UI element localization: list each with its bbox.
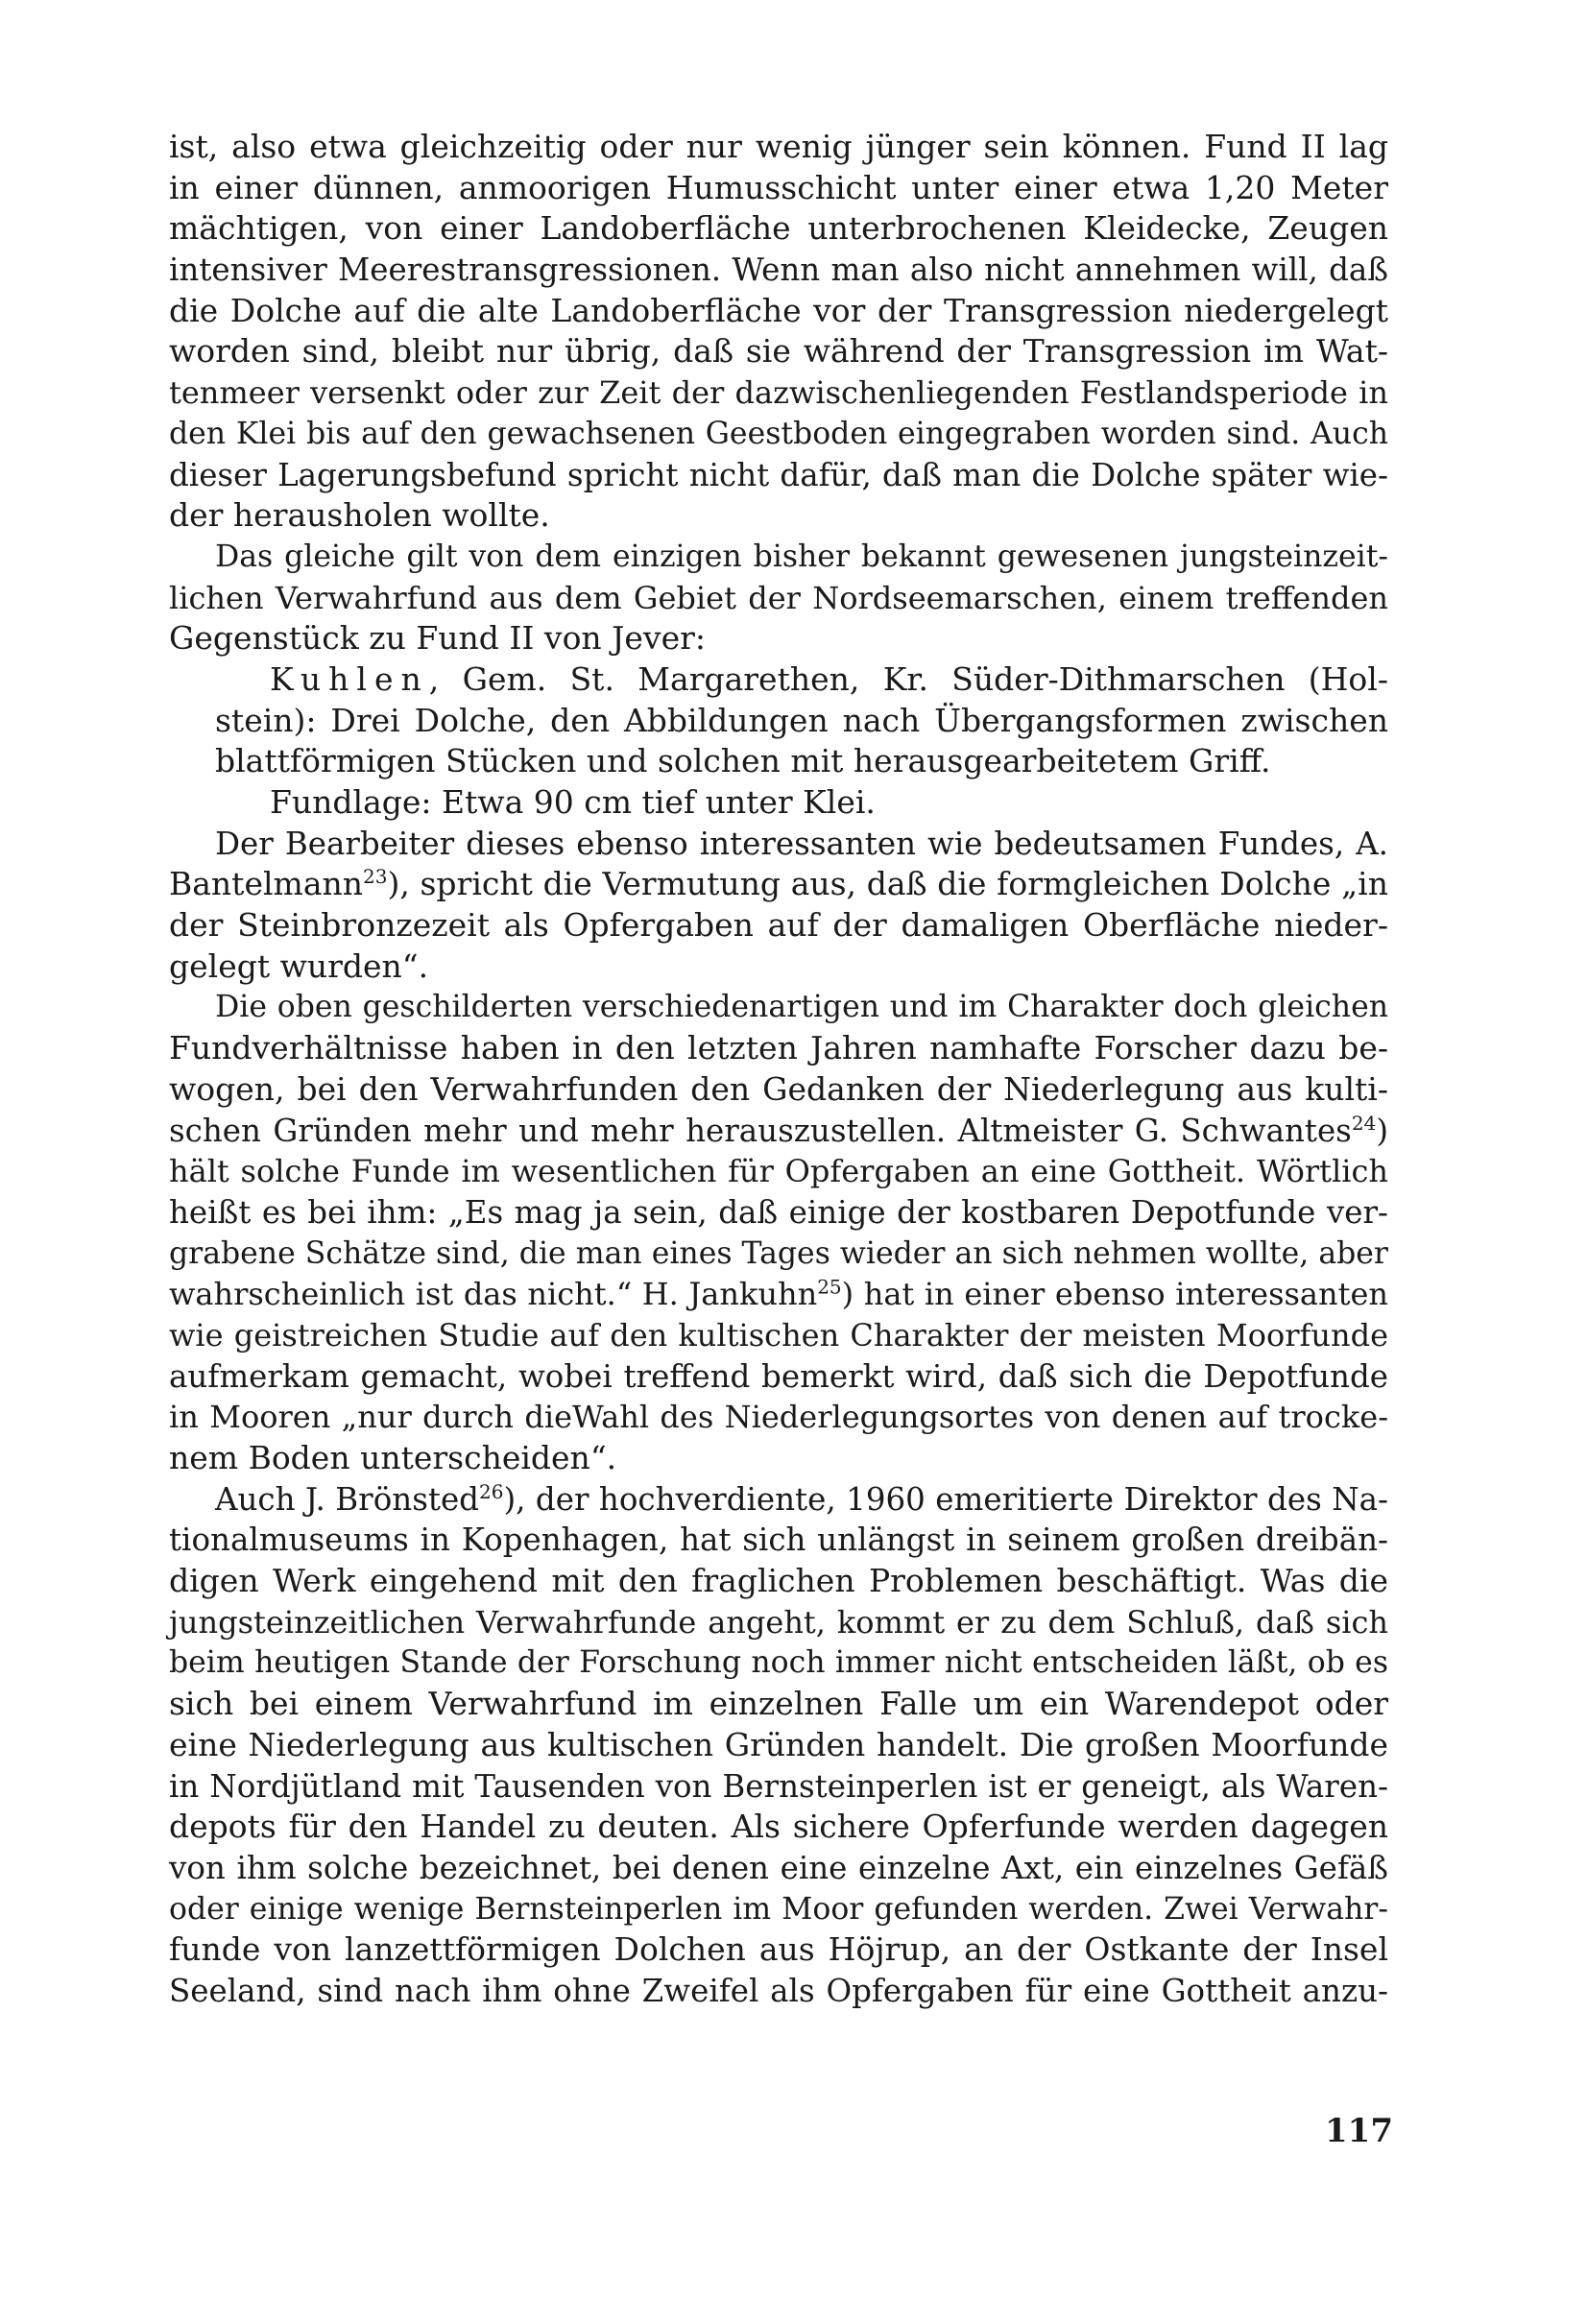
line-text: Seeland, sind nach ihm ohne Zweifel als Opfergaben für eine Gottheit anzu- [169,1972,1388,2009]
text-line [169,864,1388,905]
text-line [169,1151,1388,1192]
line-text: Fundverhältnisse haben in den letzten Jahren namhafte Forscher dazu be- [169,1029,1388,1067]
line-text: in Nordjütland mit Tausenden von Bernsteinperlen ist er geneigt, als Waren- [169,1767,1388,1805]
line-text: digen Werk eingehend mit den fraglichen Problemen beschäftigt. Was die [169,1562,1388,1600]
page-number: 117 [1325,2112,1393,2150]
text-line [169,1848,1388,1889]
text-line [169,1642,1388,1684]
line-text: beim heutigen Stande der Forschung noch immer nicht entscheiden läßt, ob es [169,1645,1388,1681]
line-text: grabene Schätze sind, die man eines Tages wieder an sich nehmen wollte, aber [169,1235,1388,1271]
text-line [169,1520,1388,1561]
text-line [169,741,1388,782]
line-text: hält solche Funde im wesentlichen für Opfergaben an eine Gottheit. Wörtlich [169,1153,1388,1190]
line-text-continued: ), spricht die Vermutung aus, daß die formgleichen Dolche „in [387,865,1388,903]
line-text: von ihm solche bezeichnet, bei denen eine einzelne Axt, ein einzelnes Gefäß [169,1849,1388,1886]
text-line [169,1234,1388,1275]
line-text: Gegenstück zu Fund II von Jever: [169,619,707,658]
text-line [169,455,1388,496]
text-line [169,127,1388,168]
text-line [169,1192,1388,1234]
footnote-ref[interactable]: 24 [1351,1111,1377,1135]
text-line [169,1561,1388,1602]
text-line [169,1397,1388,1438]
line-text: oder einige wenige Bernsteinperlen im Moor gefunden werden. Zwei Verwahr- [169,1891,1388,1927]
line-text: der herausholen wollte. [169,496,550,535]
line-text: lichen Verwahrfund aus dem Gebiet der Nordseemarschen, einem treffenden [169,579,1388,616]
text-line [169,946,1388,988]
text-line [169,1438,1388,1479]
text-line [169,1028,1388,1069]
text-line [169,208,1388,250]
line-text: tionalmuseums in Kopenhagen, hat sich unlängst in seinem großen dreibän- [169,1521,1388,1559]
footnote-ref[interactable]: 23 [363,865,388,889]
text-line [169,618,1388,659]
line-text: wahrscheinlich ist das nicht.“ H. Jankuhn [169,1276,818,1313]
line-text: Das gleiche gilt von dem einzigen bisher bekannt gewesenen jungsteinzeit- [215,539,1388,574]
text-line [169,1929,1388,1971]
text-line [169,1274,1388,1315]
line-text: depots für den Handel zu deuten. Als sichere Opferfunde werden dagegen [169,1808,1388,1846]
text-line [169,1766,1388,1808]
text-line [169,987,1388,1028]
line-text: schen Gründen mehr und mehr herauszustellen. Altmeister G. Schwantes [169,1112,1352,1149]
spaced-term: Kuhlen [270,659,429,698]
line-text: eine Niederlegung aus kultischen Gründen handelt. Die großen Moorfunde [169,1725,1388,1763]
text-line [169,537,1388,578]
line-text: Fundlage: Etwa 90 cm tief unter Klei. [270,783,876,821]
line-text-continued: ) [1376,1112,1388,1149]
text-line [169,1602,1388,1643]
line-text: gelegt wurden“. [169,946,429,985]
line-text: stein): Drei Dolche, den Abbildungen nach Übergangsformen zwischen [215,701,1388,739]
line-text: Die oben geschilderten verschiedenartigen und im Charakter doch gleichen [215,990,1388,1025]
line-text: nem Boden unterscheiden“. [169,1439,617,1476]
body-text [169,127,1388,2012]
line-text: Auch J. Brönsted [215,1480,479,1518]
line-text: tenmeer versenkt oder zur Zeit der dazwischenliegenden Festlandsperiode in [169,374,1388,412]
line-text: blattförmigen Stücken und solchen mit herausgearbeitetem Griff. [215,742,1271,780]
text-line [169,250,1388,291]
line-text: heißt es bei ihm: „Es mag ja sein, daß einige der kostbaren Depotfunde ver- [169,1193,1388,1231]
footnote-ref[interactable]: 25 [817,1275,842,1299]
text-line [169,1069,1388,1111]
line-text: sich bei einem Verwahrfund im einzelnen Falle um ein Warendepot oder [169,1685,1388,1723]
text-line [169,1315,1388,1356]
text-line [169,1356,1388,1398]
line-text-continued: ), der hochverdiente, 1960 emeritierte Direktor des Na- [503,1480,1388,1518]
line-text: dieser Lagerungsbefund spricht nicht dafür, daß man die Dolche später wie- [169,456,1388,493]
line-text: in einer dünnen, anmoorigen Humusschicht unter einer etwa 1,20 Meter [169,168,1388,206]
line-text: aufmerkam gemacht, wobei treffend bemerkt wird, daß sich die Depotfunde [169,1357,1388,1395]
line-text: jungsteinzeitlichen Verwahrfunde angeht, kommt er zu dem Schluß, daß sich [169,1603,1388,1641]
text-line [169,1807,1388,1848]
text-line [169,1971,1388,2012]
text-line [169,372,1388,414]
line-text: wogen, bei den Verwahrfunden den Gedanken der Niederlegung aus kulti- [169,1069,1388,1108]
text-line [169,701,1388,742]
line-text: in Mooren „nur durch dieWahl des Niederlegungsortes von denen auf trocke- [169,1399,1388,1436]
line-text: funde von lanzettförmigen Dolchen aus Höjrup, an der Ostkante der Insel [169,1930,1388,1969]
line-text: der Steinbronzezeit als Opfergaben auf der damaligen Oberfläche nieder- [169,906,1388,945]
line-text: intensiver Meerestransgressionen. Wenn man also nicht annehmen will, daß [169,252,1388,289]
line-text: Bantelmann [169,865,363,903]
line-text: ist, also etwa gleichzeitig oder nur wenig jünger sein können. Fund II lag [169,128,1388,165]
footnote-ref[interactable]: 26 [478,1479,504,1503]
text-line [169,495,1388,537]
line-text: worden sind, bleibt nur übrig, daß sie während der Transgression im Wat- [169,332,1388,371]
text-line [169,905,1388,946]
text-line [169,414,1388,455]
text-line [169,331,1388,372]
line-text-continued: ) hat in einer ebenso interessanten [841,1276,1389,1313]
line-text: wie geistreichen Studie auf den kultischen Charakter der meisten Moorfunde [169,1316,1388,1354]
text-line [169,782,1388,824]
text-line [169,291,1388,332]
text-line [169,1479,1388,1521]
text-line [169,1889,1388,1930]
text-line [169,824,1388,865]
line-text: die Dolche auf die alte Landoberfläche vor der Transgression niedergelegt [169,291,1388,329]
text-line [169,1111,1388,1152]
line-text: mächtigen, von einer Landoberfläche unterbrochenen Kleidecke, Zeugen [169,209,1388,248]
line-text: Der Bearbeiter dieses ebenso interessanten wie bedeutsamen Fundes, A. [215,825,1388,862]
text-line [169,578,1388,619]
text-line [169,168,1388,209]
text-line [169,1684,1388,1725]
line-text: , Gem. St. Margarethen, Kr. Süder-Dithmarschen (Hol- [428,659,1388,698]
line-text: den Klei bis auf den gewachsenen Geestboden eingegraben worden sind. Auch [169,416,1388,451]
text-line [169,659,1388,701]
text-line [169,1725,1388,1766]
